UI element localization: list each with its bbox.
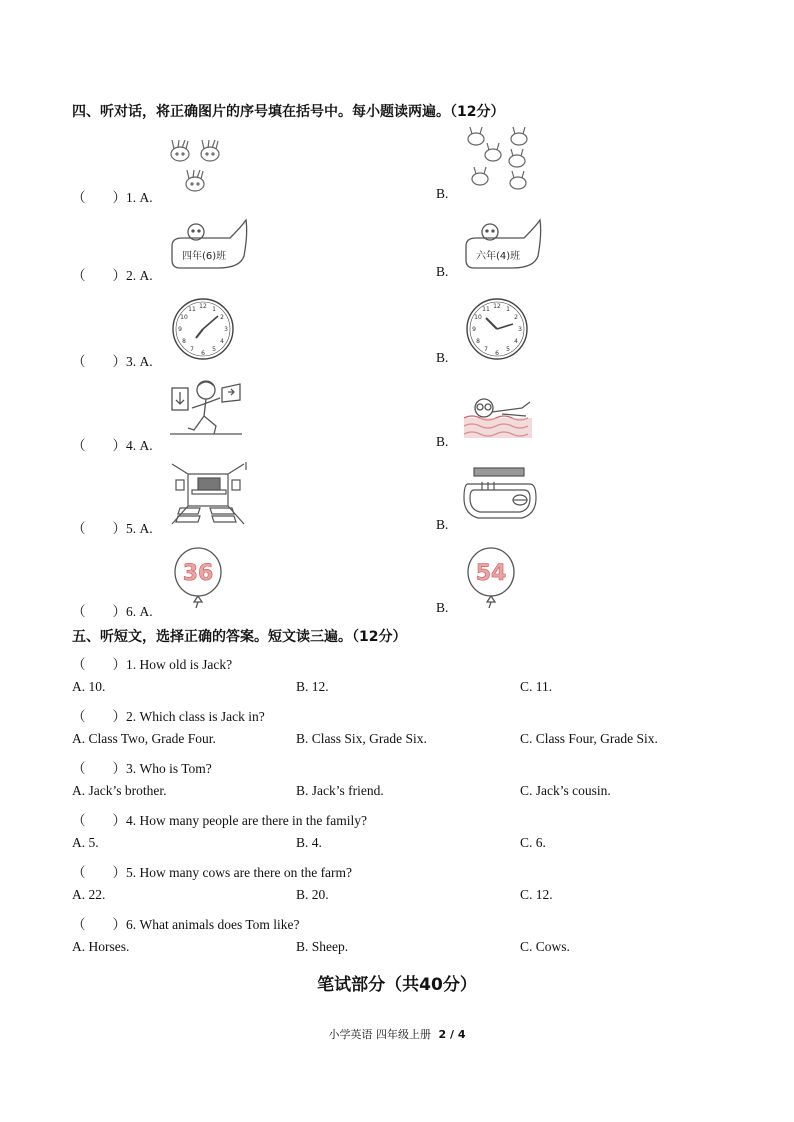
six-rabbits-image	[462, 127, 538, 197]
item4-option-b: B.	[436, 434, 449, 449]
svg-text:12: 12	[199, 303, 207, 310]
item5-option-b: B.	[436, 517, 449, 532]
footer-page-number: 2 / 4	[438, 1028, 466, 1041]
q1-option-a: A. 10.	[72, 679, 106, 694]
balloon-number-a: 36	[182, 561, 214, 586]
svg-text:2: 2	[220, 314, 224, 321]
item1-stem: （ ）1. A.	[72, 190, 153, 205]
balloon-image-a	[172, 546, 224, 608]
item2-option-b: B.	[436, 264, 449, 279]
q3-option-c: C. Jack’s cousin.	[520, 783, 611, 798]
balloon-number-b: 54	[475, 561, 507, 586]
svg-text:11: 11	[482, 306, 490, 313]
page-footer	[0, 1026, 794, 1042]
q4-option-b: B. 4.	[296, 835, 322, 850]
svg-text:3: 3	[518, 326, 522, 333]
q5-option-c: C. 12.	[520, 887, 553, 902]
q3-stem: （ ）3. Who is Tom?	[72, 761, 212, 776]
item6-option-b: B.	[436, 600, 449, 615]
class-sign-image-a	[168, 216, 250, 272]
svg-text:5: 5	[506, 346, 510, 353]
item6-stem: （ ）6. A.	[72, 604, 153, 619]
svg-text:4: 4	[220, 338, 224, 345]
svg-text:3: 3	[224, 326, 228, 333]
q1-stem: （ ）1. How old is Jack?	[72, 657, 233, 672]
clock-image-b	[464, 296, 530, 362]
classroom-image	[170, 462, 248, 526]
q4-stem: （ ）4. How many people are there in the family?	[72, 813, 368, 828]
q1-option-c: C. 11.	[520, 679, 553, 694]
svg-text:10: 10	[180, 314, 188, 321]
three-rabbits-image	[168, 140, 228, 196]
item4-stem: （ ）4. A.	[72, 438, 153, 453]
balloon-image-b	[465, 546, 517, 608]
q6-option-c: C. Cows.	[520, 939, 570, 954]
q3-option-a: A. Jack’s brother.	[72, 783, 167, 798]
svg-text:12: 12	[493, 303, 501, 310]
svg-text:4: 4	[514, 338, 518, 345]
q4-option-a: A. 5.	[72, 835, 99, 850]
svg-text:8: 8	[476, 338, 480, 345]
clock-image-a	[170, 296, 236, 362]
boy-running-image	[170, 378, 242, 440]
section5-title: 五、听短文，选择正确的答案。短文读三遍。（12分）	[72, 629, 407, 645]
q5-stem: （ ）5. How many cows are there on the farm?	[72, 865, 353, 880]
svg-text:2: 2	[514, 314, 518, 321]
svg-text:6: 6	[495, 350, 499, 357]
svg-text:1: 1	[212, 306, 216, 313]
footer-subject: 小学英语 四年级上册	[328, 1028, 431, 1041]
sign-text-b: 六年(4)班	[476, 251, 521, 262]
sign-text-a: 四年(6)班	[182, 251, 227, 262]
svg-text:11: 11	[188, 306, 196, 313]
item3-option-b: B.	[436, 350, 449, 365]
q6-option-a: A. Horses.	[72, 939, 130, 954]
section4-title: 四、听对话，将正确图片的序号填在括号中。每小题读两遍。（12分）	[72, 104, 505, 120]
q2-option-c: C. Class Four, Grade Six.	[520, 731, 658, 746]
item3-stem: （ ）3. A.	[72, 354, 153, 369]
playground-image	[462, 464, 538, 524]
class-sign-image-b	[462, 216, 544, 272]
svg-text:6: 6	[201, 350, 205, 357]
q5-option-a: A. 22.	[72, 887, 106, 902]
q2-option-b: B. Class Six, Grade Six.	[296, 731, 427, 746]
item2-stem: （ ）2. A.	[72, 268, 153, 283]
svg-text:5: 5	[212, 346, 216, 353]
q1-option-b: B. 12.	[296, 679, 329, 694]
q2-stem: （ ）2. Which class is Jack in?	[72, 709, 265, 724]
item1-option-b: B.	[436, 186, 449, 201]
svg-text:7: 7	[190, 346, 194, 353]
svg-text:9: 9	[178, 326, 182, 333]
q6-stem: （ ）6. What animals does Tom like?	[72, 917, 300, 932]
svg-text:7: 7	[484, 346, 488, 353]
written-part-title: 笔试部分（共40分）	[317, 975, 477, 995]
svg-text:10: 10	[474, 314, 482, 321]
q2-option-a: A. Class Two, Grade Four.	[72, 731, 216, 746]
svg-text:9: 9	[472, 326, 476, 333]
q6-option-b: B. Sheep.	[296, 939, 349, 954]
q5-option-b: B. 20.	[296, 887, 329, 902]
svg-text:8: 8	[182, 338, 186, 345]
q4-option-c: C. 6.	[520, 835, 546, 850]
boy-swimming-image	[462, 394, 534, 440]
item5-stem: （ ）5. A.	[72, 521, 153, 536]
q3-option-b: B. Jack’s friend.	[296, 783, 384, 798]
svg-text:1: 1	[506, 306, 510, 313]
